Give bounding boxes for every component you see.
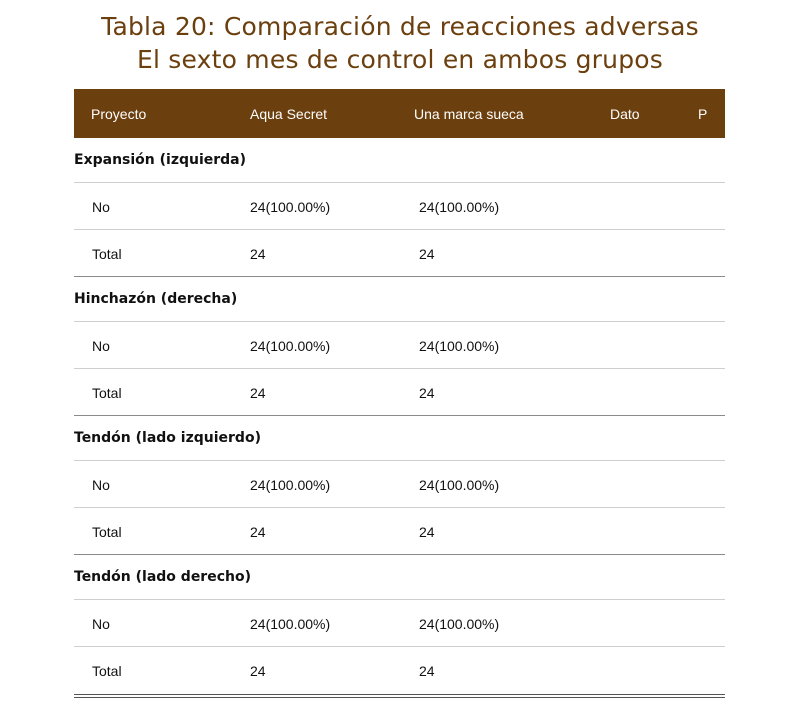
row-item: No [92, 616, 110, 632]
section-heading [74, 277, 725, 322]
section-label: Hinchazón (derecha) [74, 291, 238, 307]
header-marca-sueca: Una marca sueca [414, 106, 524, 122]
table-row [74, 647, 725, 693]
row-sueca-value: 24(100.00%) [419, 199, 500, 215]
header-proyecto: Proyecto [91, 106, 147, 122]
row-sueca-value: 24(100.00%) [419, 477, 500, 493]
adverse-reactions-table [74, 89, 725, 698]
title-line-2: El sexto mes de control en ambos grupos [137, 45, 663, 74]
section-label: Tendón (lado derecho) [74, 569, 251, 585]
row-item: Total [92, 524, 122, 540]
row-aqua-value: 24 [250, 385, 266, 401]
row-sueca-value: 24(100.00%) [419, 616, 500, 632]
table-row [74, 230, 725, 277]
section-label: Expansión (izquierda) [74, 152, 247, 168]
section-label: Tendón (lado izquierdo) [74, 430, 261, 446]
header-aqua-secret: Aqua Secret [250, 106, 328, 122]
row-item: No [92, 199, 110, 215]
row-aqua-value: 24(100.00%) [250, 477, 331, 493]
row-aqua-value: 24(100.00%) [250, 338, 331, 354]
table-row [74, 369, 725, 416]
row-item: Total [92, 663, 122, 679]
row-sueca-value: 24 [419, 385, 435, 401]
row-sueca-value: 24 [419, 663, 435, 679]
row-item: No [92, 477, 110, 493]
section-heading [74, 555, 725, 600]
row-aqua-value: 24(100.00%) [250, 199, 331, 215]
table-row [74, 183, 725, 230]
row-aqua-value: 24 [250, 246, 266, 262]
row-aqua-value: 24 [250, 524, 266, 540]
header-dato: Dato [610, 106, 640, 122]
table-row [74, 508, 725, 555]
row-sueca-value: 24(100.00%) [419, 338, 500, 354]
table-header [74, 89, 725, 138]
table-title [0, 10, 800, 76]
section-heading [74, 416, 725, 461]
row-sueca-value: 24 [419, 524, 435, 540]
title-line-1: Tabla 20: Comparación de reacciones adversas [101, 12, 699, 41]
row-aqua-value: 24 [250, 663, 266, 679]
table-row [74, 322, 725, 369]
row-item: Total [92, 246, 122, 262]
section-heading [74, 138, 725, 183]
row-aqua-value: 24(100.00%) [250, 616, 331, 632]
header-p: P [698, 106, 708, 122]
table-row [74, 461, 725, 508]
table-bottom-rule [74, 694, 725, 698]
row-sueca-value: 24 [419, 246, 435, 262]
row-item: Total [92, 385, 122, 401]
row-item: No [92, 338, 110, 354]
table-row [74, 600, 725, 647]
